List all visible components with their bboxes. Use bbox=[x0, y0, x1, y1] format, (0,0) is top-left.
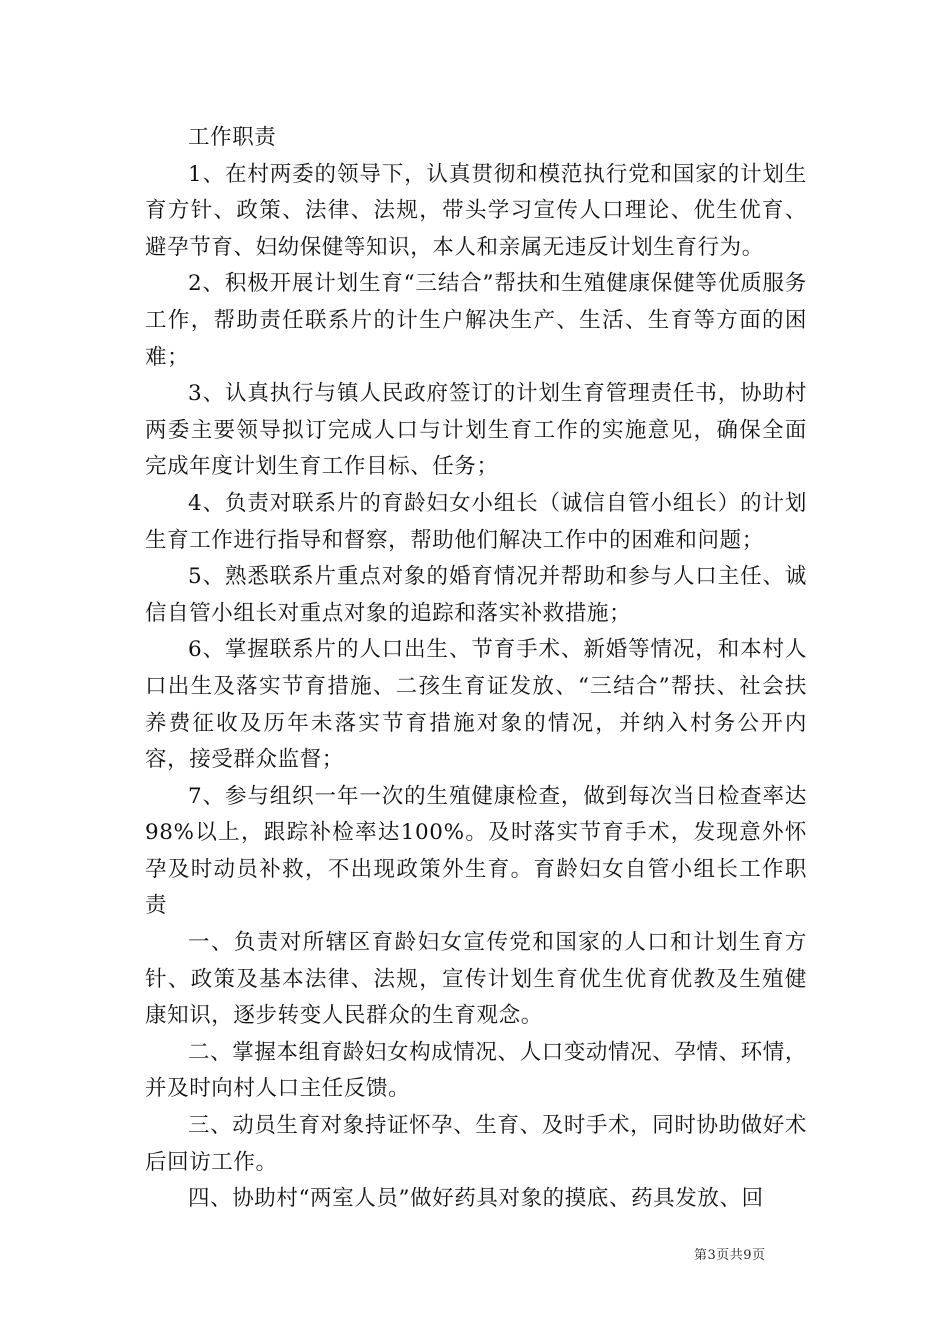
paragraph-2: 2、积极开展计划生育“三结合”帮扶和生殖健康保健等优质服务工作，帮助责任联系片的计生户解决生产、生活、生育等方面的困难； bbox=[145, 271, 807, 370]
paragraph-1: 1、在村两委的领导下，认真贯彻和模范执行党和国家的计划生育方针、政策、法律、法规，带头学习宣传人口理论、优生优育、避孕节育、妇幼保健等知识，本人和亲属无违反计划生育行为。 bbox=[145, 161, 807, 260]
paragraph-5: 5、熟悉联系片重点对象的婚育情况并帮助和参与人口主任、诚信自管小组长对重点对象的追踪和落实补救措施； bbox=[145, 564, 807, 626]
paragraph-6: 6、掌握联系片的人口出生、节育手术、新婚等情况，和本村人口出生及落实节育措施、二孩生育证发放、“三结合”帮扶、社会扶养费征收及历年未落实节育措施对象的情况，并纳入村务公开内容，接受群众监督； bbox=[145, 637, 807, 773]
document-body bbox=[145, 120, 807, 1218]
section-heading: 工作职责 bbox=[188, 125, 277, 150]
paragraph-9: 二、掌握本组育龄妇女构成情况、人口变动情况、孕情、环情，并及时向村人口主任反馈。 bbox=[145, 1039, 807, 1102]
paragraph-7: 7、参与组织一年一次的生殖健康检查，做到每次当日检查率达98%以上，跟踪补检率达100%。及时落实节育手术，发现意外怀孕及时动员补救，不出现政策外生育。育龄妇女自管小组长工作职责 bbox=[145, 783, 807, 919]
page-number: 第3页共9页 bbox=[694, 1248, 766, 1263]
paragraph-3: 3、认真执行与镇人民政府签订的计划生育管理责任书，协助村两委主要领导拟订完成人口与计划生育工作的实施意见，确保全面完成年度计划生育工作目标、任务； bbox=[145, 381, 807, 480]
paragraph-4: 4、负责对联系片的育龄妇女小组长（诚信自管小组长）的计划生育工作进行指导和督察，帮助他们解决工作中的困难和问题； bbox=[145, 490, 807, 553]
paragraph-10: 三、动员生育对象持证怀孕、生育、及时手术，同时协助做好术后回访工作。 bbox=[145, 1113, 807, 1175]
paragraph-8: 一、负责对所辖区育龄妇女宣传党和国家的人口和计划生育方针、政策及基本法律、法规，宣传计划生育优生优育优教及生殖健康知识，逐步转变人民群众的生育观念。 bbox=[145, 930, 807, 1029]
paragraph-11: 四、协助村“两室人员”做好药具对象的摸底、药具发放、回 bbox=[188, 1186, 764, 1212]
